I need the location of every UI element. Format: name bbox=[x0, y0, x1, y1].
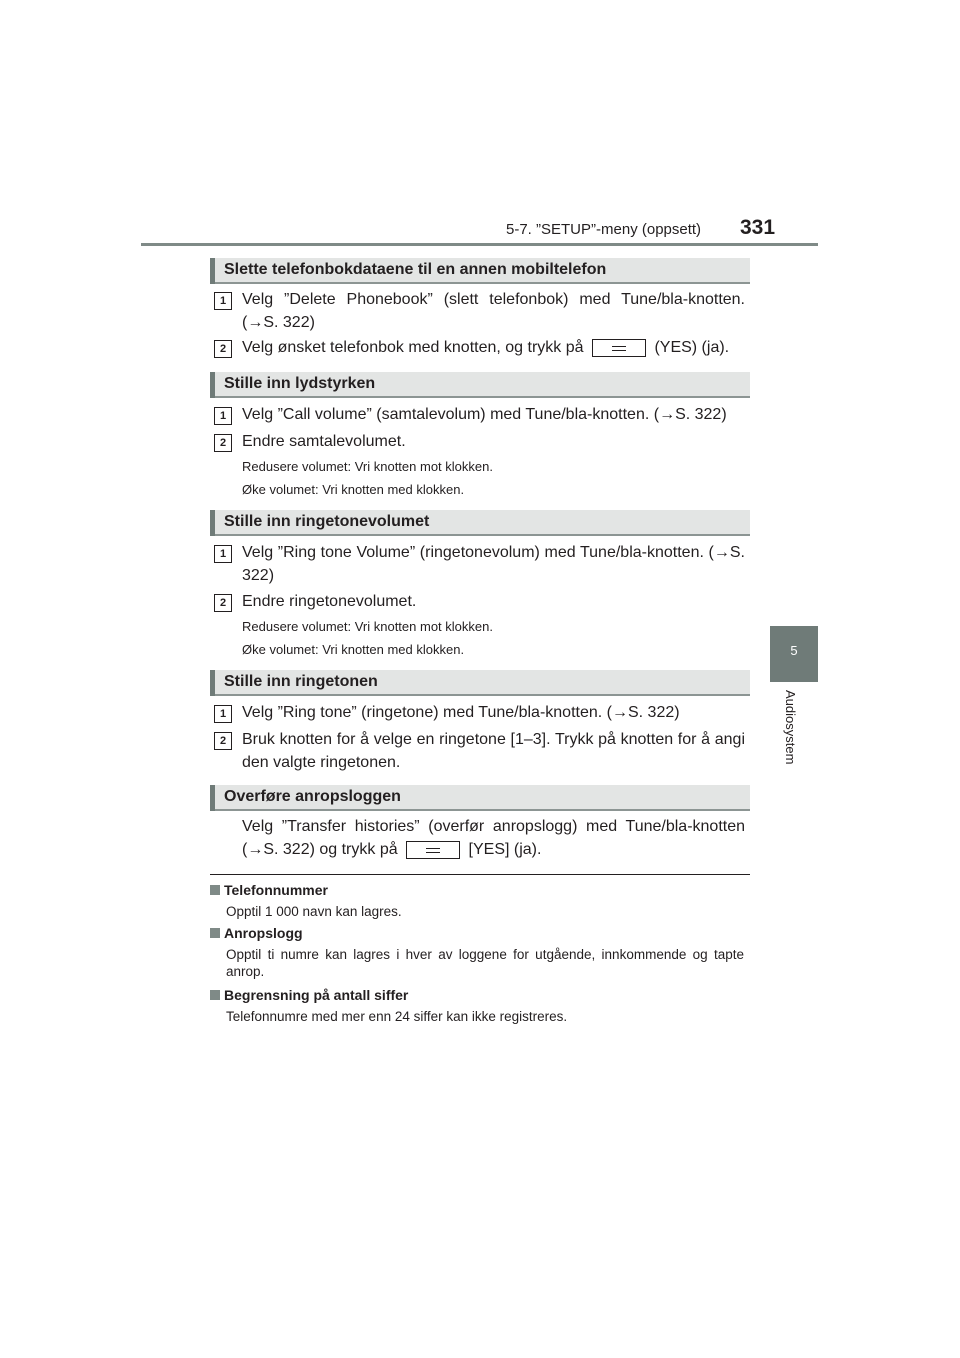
chapter-number: 5 bbox=[790, 643, 798, 658]
body-text bbox=[242, 815, 745, 861]
chapter-label bbox=[760, 690, 828, 790]
section-title: Stille inn ringetonevolumet bbox=[224, 513, 430, 530]
step-text bbox=[242, 336, 745, 359]
square-bullet-icon bbox=[210, 990, 220, 1000]
step-number: 2 bbox=[214, 732, 232, 750]
chapter-title: Audiosystem bbox=[783, 690, 798, 765]
step-text: Velg ”Call volume” (samtalevolum) med Tune/bla-knotten. (→S. 322) bbox=[242, 406, 727, 423]
section-title: Stille inn ringetonen bbox=[224, 673, 378, 690]
step-number: 2 bbox=[214, 594, 232, 612]
info-heading-text: Telefonnummer bbox=[224, 882, 328, 898]
info-heading-text: Begrensning på antall siffer bbox=[224, 987, 409, 1003]
step-number: 1 bbox=[214, 292, 232, 310]
info-text: Telefonnumre med mer enn 24 siffer kan ikke registreres. bbox=[226, 1009, 568, 1024]
section-heading bbox=[210, 510, 750, 536]
section-title: Slette telefonbokdataene til en annen mobiltelefon bbox=[224, 261, 607, 278]
step-number: 1 bbox=[214, 705, 232, 723]
info-text: Opptil ti numre kan lagres i hver av loggene for utgående, innkommende og tapte anrop. bbox=[226, 947, 744, 979]
step-text-part: Velg ønsket telefonbok med knotten, og trykk på bbox=[242, 339, 584, 356]
body-text-part: [YES] (ja). bbox=[468, 841, 542, 858]
info-heading bbox=[210, 925, 303, 941]
step-text-part: (YES) (ja). bbox=[654, 339, 730, 356]
yes-button-icon bbox=[406, 841, 460, 859]
step-text: Velg ”Ring tone” (ringetone) med Tune/bla-knotten. (→S. 322) bbox=[242, 704, 680, 721]
step-text: Endre ringetonevolumet. bbox=[242, 593, 417, 610]
step-number: 1 bbox=[214, 407, 232, 425]
chapter-tab bbox=[770, 626, 818, 682]
step-number: 1 bbox=[214, 545, 232, 563]
note-text: Redusere volumet: Vri knotten mot klokken. bbox=[242, 619, 493, 634]
header-rule bbox=[141, 243, 818, 246]
step-text: Bruk knotten for å velge en ringetone [1–3]. Trykk på knotten for å angi den valgte ringetonen. bbox=[242, 731, 745, 771]
section-heading bbox=[210, 372, 750, 398]
info-text: Opptil 1 000 navn kan lagres. bbox=[226, 904, 402, 919]
page-number: 331 bbox=[740, 216, 776, 239]
step-number: 2 bbox=[214, 434, 232, 452]
section-header: 5-7. ”SETUP”-meny (oppsett) bbox=[506, 221, 702, 238]
square-bullet-icon bbox=[210, 885, 220, 895]
note-text: Redusere volumet: Vri knotten mot klokken. bbox=[242, 459, 493, 474]
info-heading-text: Anropslogg bbox=[224, 925, 303, 941]
info-rule bbox=[210, 874, 750, 875]
section-title: Stille inn lydstyrken bbox=[224, 375, 376, 392]
info-heading bbox=[210, 987, 408, 1003]
step-text: Velg ”Ring tone Volume” (ringetonevolum) med Tune/bla-knotten. (→S. 322) bbox=[242, 544, 745, 584]
section-heading bbox=[210, 670, 750, 696]
body-text-part: Velg ”Transfer histories” (overfør anropslogg) med Tune/bla-knotten (→S. 322) og trykk på bbox=[242, 818, 745, 858]
square-bullet-icon bbox=[210, 928, 220, 938]
section-title: Overføre anropsloggen bbox=[224, 788, 401, 805]
section-heading bbox=[210, 258, 750, 284]
info-heading bbox=[210, 882, 328, 898]
note-text: Øke volumet: Vri knotten med klokken. bbox=[242, 482, 465, 497]
step-text: Velg ”Delete Phonebook” (slett telefonbok) med Tune/bla-knotten. (→S. 322) bbox=[242, 291, 745, 331]
step-number: 2 bbox=[214, 340, 232, 358]
section-heading bbox=[210, 785, 750, 811]
step-text: Endre samtalevolumet. bbox=[242, 433, 406, 450]
yes-button-icon bbox=[592, 339, 646, 357]
note-text: Øke volumet: Vri knotten med klokken. bbox=[242, 642, 465, 657]
